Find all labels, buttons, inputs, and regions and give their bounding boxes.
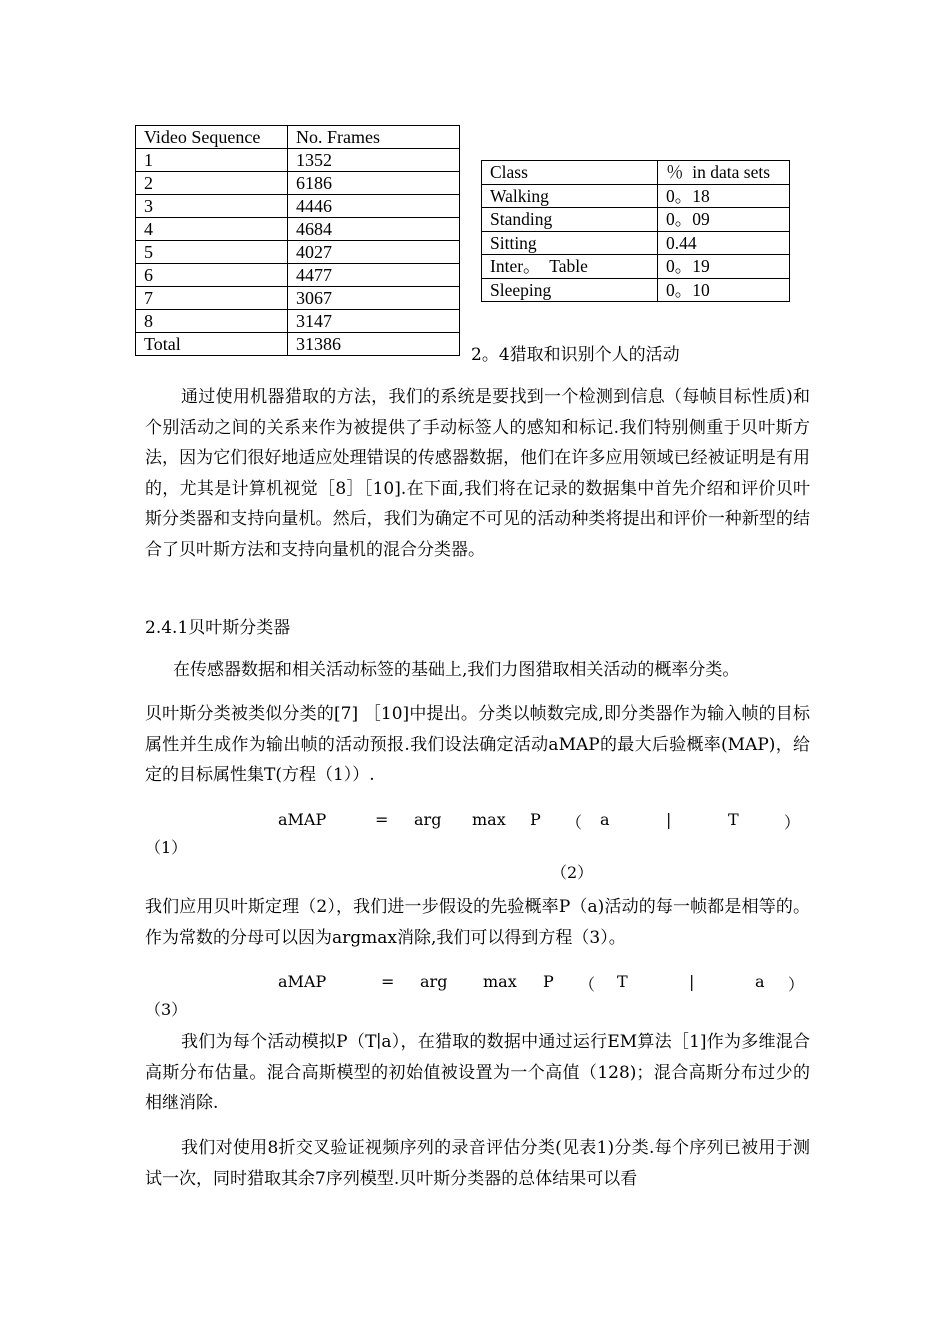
table-cell: 4027 — [288, 241, 460, 264]
section-heading: 2。4猎取和识别个人的活动 — [471, 345, 680, 365]
equation-token: a — [755, 972, 765, 991]
equation-token: max — [483, 972, 517, 991]
equation-token: = — [381, 972, 395, 991]
table-cell: Inter。 Table — [482, 255, 658, 279]
paragraph-line: 在传感器数据和相关活动标签的基础上,我们力图猎取相关活动的概率分类。 — [173, 660, 740, 680]
table-cell: 3 — [136, 195, 288, 218]
equation-token: arg — [420, 972, 448, 991]
equation-token: T — [617, 972, 628, 991]
table-cell: Walking — [482, 184, 658, 208]
frames-table — [135, 125, 460, 356]
equation-token: P — [530, 810, 541, 829]
table-cell: 0。10 — [658, 278, 790, 302]
table-cell: 6186 — [288, 172, 460, 195]
table-cell: 0.44 — [658, 231, 790, 255]
table-cell: 4446 — [288, 195, 460, 218]
table-cell: 3067 — [288, 287, 460, 310]
table-cell: 31386 — [288, 333, 460, 356]
table-cell: 6 — [136, 264, 288, 287]
table-row — [482, 231, 790, 255]
table-header-cell: Video Sequence — [136, 126, 288, 149]
table-cell: 3147 — [288, 310, 460, 333]
table-row — [136, 264, 460, 287]
paragraph-bayes-theorem: 我们应用贝叶斯定理（2），我们进一步假设的先验概率P（a)活动的每一帧都是相等的。作为常数的分母可以因为argmax消除,我们可以得到方程（3）。 — [145, 897, 810, 948]
table-cell: 0。09 — [658, 208, 790, 232]
table-cell: 4684 — [288, 218, 460, 241]
table-cell: 1 — [136, 149, 288, 172]
table-header-row — [136, 126, 460, 149]
table-cell: 4477 — [288, 264, 460, 287]
table-cell: 4 — [136, 218, 288, 241]
table-row — [136, 287, 460, 310]
equation-token: = — [375, 810, 389, 829]
table-row — [482, 184, 790, 208]
equation-token: | — [666, 810, 672, 829]
class-table — [481, 160, 790, 302]
table-row — [482, 208, 790, 232]
equation-token: ） — [788, 975, 805, 994]
equation-token: max — [472, 810, 506, 829]
table-cell: Sitting — [482, 231, 658, 255]
equation-token: P — [543, 972, 554, 991]
table-row — [136, 218, 460, 241]
paragraph-intro: 通过使用机器猎取的方法，我们的系统是要找到一个检测到信息（每帧目标性质)和个别活动之间的关系来作为被提供了手动标签人的感知和标记.我们特别侧重于贝叶斯方法，因为它们很好地适应处理错误的传感器数据，他们在许多应用领域已经被证明是有用的，尤其是计算机视觉［8］［10].在下面,我们将在记录的数据集中首先介绍和评价贝叶斯分类器和支持向量机。然后，我们为确定不可见的活动种类将提出和评价一种新型的结合了贝叶斯方法和支持向量机的混合分类器。 — [145, 387, 810, 560]
table-cell: 1352 — [288, 149, 460, 172]
table-row — [136, 310, 460, 333]
equation-token: a — [600, 810, 610, 829]
paragraph-em: 我们为每个活动模拟P（T∣a），在猎取的数据中通过运行EM算法［1]作为多维混合高斯分布估量。混合高斯模型的初始值被设置为一个高值（128)；混合高斯分布过少的相继消除. — [145, 1032, 810, 1113]
paragraph-bayes: 贝叶斯分类被类似分类的[7] ［10]中提出。分类以帧数完成,即分类器作为输入帧的目标属性并生成作为输出帧的活动预报.我们设法确定活动aMAP的最大后验概率(MAP)，给定的目标属性集T(方程（1））. — [145, 704, 810, 785]
table-cell: 7 — [136, 287, 288, 310]
table-cell: Sleeping — [482, 278, 658, 302]
table-cell: 0。18 — [658, 184, 790, 208]
table-cell: 8 — [136, 310, 288, 333]
equation-token: | — [689, 972, 695, 991]
equation-token: T — [728, 810, 739, 829]
table-cell: 5 — [136, 241, 288, 264]
table-cell: Total — [136, 333, 288, 356]
equation-number: （2） — [551, 863, 594, 882]
table-row — [136, 195, 460, 218]
equation-token: （ — [566, 813, 583, 832]
table-row — [482, 255, 790, 279]
table-header-cell: No. Frames — [288, 126, 460, 149]
table-row — [136, 149, 460, 172]
table-cell: 2 — [136, 172, 288, 195]
table-header-row — [482, 161, 790, 185]
equation-token: aMAP — [278, 972, 327, 991]
equation-token: （ — [579, 975, 596, 994]
equation-number: （1） — [145, 838, 188, 857]
table-header-cell: Class — [482, 161, 658, 185]
table-row — [136, 333, 460, 356]
equation-token: arg — [414, 810, 442, 829]
table-cell: Standing — [482, 208, 658, 232]
table-cell: 0。19 — [658, 255, 790, 279]
equation-number: （3） — [145, 1000, 188, 1019]
table-row — [136, 241, 460, 264]
table-row — [482, 278, 790, 302]
table-row — [136, 172, 460, 195]
subsection-heading: 2.4.1贝叶斯分类器 — [145, 618, 291, 638]
table-header-cell: ％ in data sets — [658, 161, 790, 185]
equation-token: aMAP — [278, 810, 327, 829]
paragraph-evaluation: 我们对使用8折交叉验证视频序列的录音评估分类(见表1)分类.每个序列已被用于测试一次，同时猎取其余7序列模型.贝叶斯分类器的总体结果可以看 — [145, 1138, 810, 1189]
equation-token: ） — [784, 813, 801, 832]
